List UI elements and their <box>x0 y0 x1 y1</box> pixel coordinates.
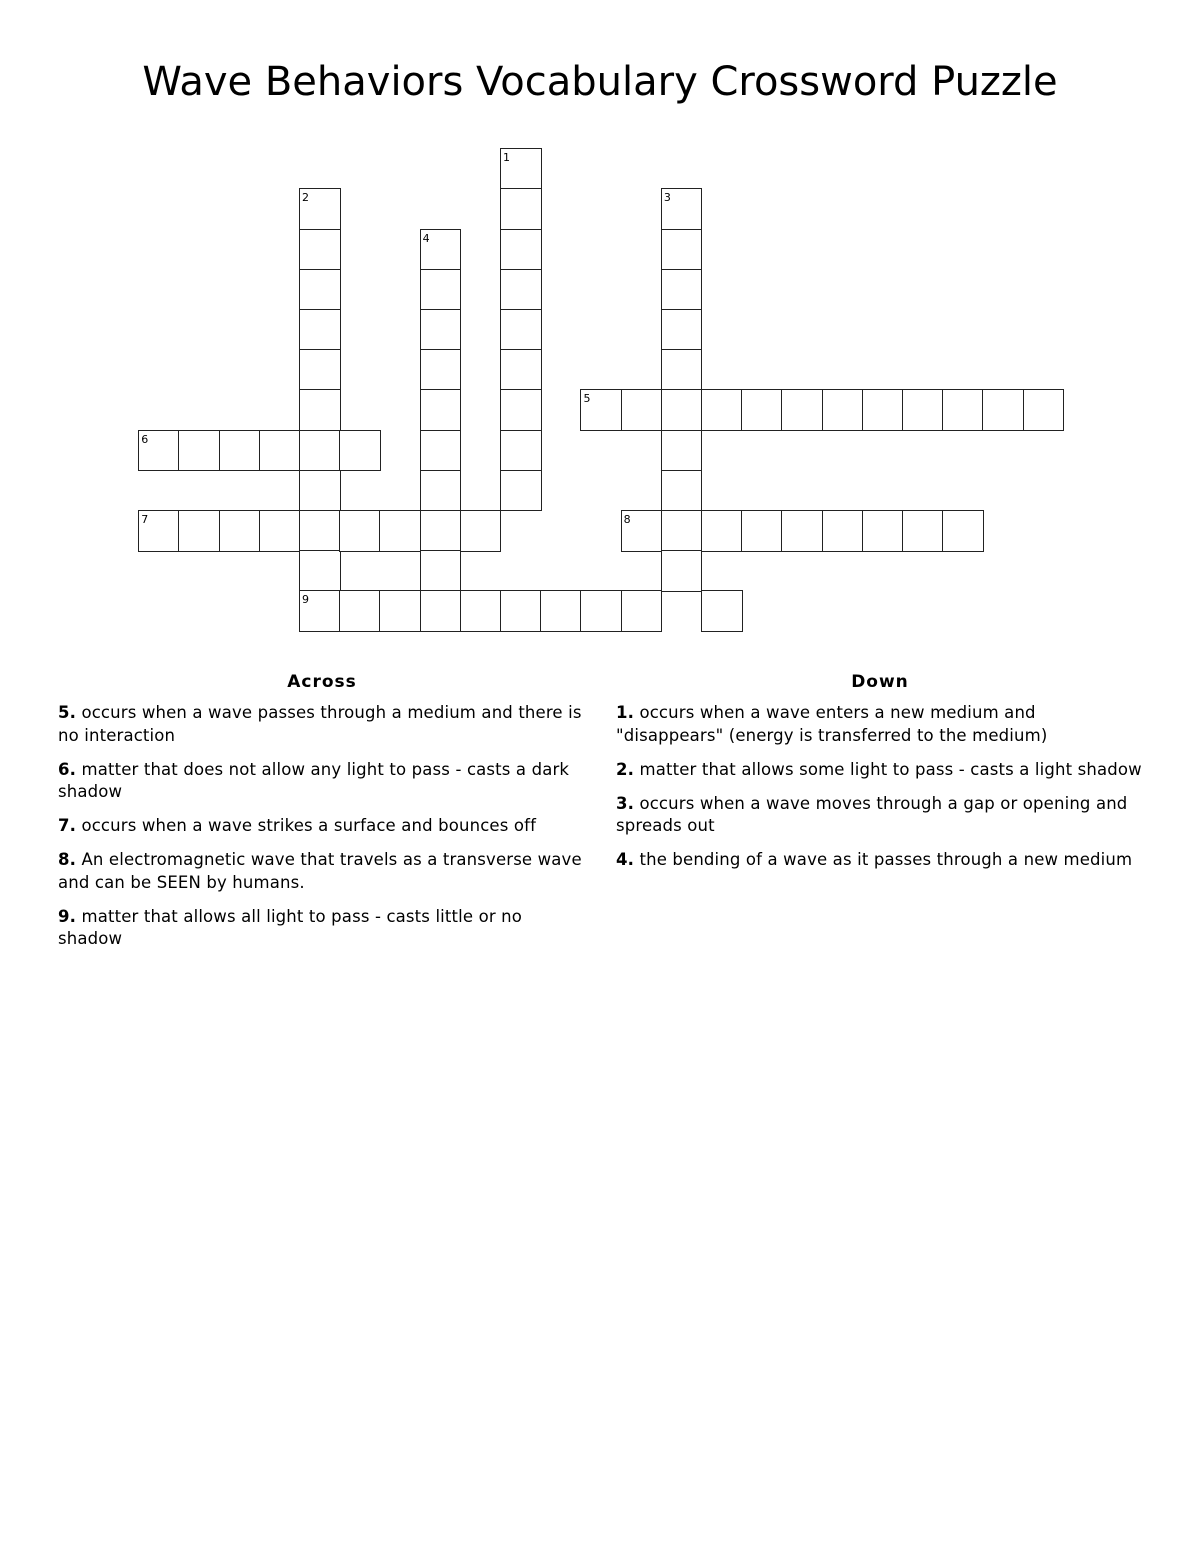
across-clue-9 <box>58 906 586 951</box>
grid-cell[interactable] <box>661 349 703 391</box>
grid-cell[interactable] <box>661 470 703 512</box>
grid-cell[interactable] <box>500 188 542 230</box>
cell-number: 6 <box>141 432 149 446</box>
grid-cell[interactable] <box>379 510 421 552</box>
grid-cell[interactable] <box>339 430 381 472</box>
grid-cell[interactable] <box>259 510 301 552</box>
across-heading: Across <box>287 672 357 692</box>
clue-text: the bending of a wave as it passes through a new medium <box>639 850 1133 869</box>
grid-cell[interactable] <box>621 389 663 431</box>
grid-cell[interactable] <box>420 269 462 311</box>
grid-cell[interactable] <box>299 389 341 431</box>
grid-cell[interactable] <box>299 269 341 311</box>
grid-cell[interactable] <box>661 309 703 351</box>
clue-number: 3. <box>616 793 635 813</box>
grid-cell[interactable] <box>781 389 823 431</box>
grid-cell[interactable] <box>942 510 984 552</box>
down-clue-3 <box>616 793 1144 838</box>
across-clue-6 <box>58 759 586 804</box>
grid-cell[interactable] <box>299 229 341 271</box>
across-clues <box>58 670 586 962</box>
clue-text: occurs when a wave strikes a surface and bounces off <box>81 816 537 835</box>
grid-cell[interactable] <box>460 590 502 632</box>
grid-cell[interactable] <box>701 510 743 552</box>
grid-cell[interactable] <box>822 389 864 431</box>
down-clues <box>616 670 1144 883</box>
grid-cell[interactable] <box>500 269 542 311</box>
grid-cell[interactable] <box>621 510 663 552</box>
clue-number: 9. <box>58 906 77 926</box>
grid-cell[interactable] <box>982 389 1024 431</box>
grid-cell[interactable] <box>661 389 703 431</box>
grid-cell[interactable] <box>500 430 542 472</box>
page-title: Wave Behaviors Vocabulary Crossword Puzzle <box>142 59 1058 105</box>
grid-cell[interactable] <box>299 349 341 391</box>
grid-cell[interactable] <box>420 229 462 271</box>
clue-number: 8. <box>58 850 77 869</box>
clue-number: 5. <box>58 703 77 722</box>
clue-number: 4. <box>616 850 635 869</box>
grid-cell[interactable] <box>339 510 381 552</box>
grid-cell[interactable] <box>339 590 381 632</box>
grid-cell[interactable] <box>138 510 180 552</box>
grid-cell[interactable] <box>822 510 864 552</box>
clue-number: 6. <box>58 759 77 779</box>
grid-cell[interactable] <box>259 430 301 472</box>
grid-cell[interactable] <box>902 389 944 431</box>
grid-cell[interactable] <box>741 510 783 552</box>
grid-cell[interactable] <box>902 510 944 552</box>
grid-cell[interactable] <box>781 510 823 552</box>
cell-number: 8 <box>623 513 631 527</box>
grid-cell[interactable] <box>701 389 743 431</box>
grid-cell[interactable] <box>420 389 462 431</box>
down-clue-4 <box>616 849 1144 872</box>
grid-cell[interactable] <box>661 229 703 271</box>
grid-cell[interactable] <box>219 430 261 472</box>
cell-number: 2 <box>302 191 310 205</box>
grid-cell[interactable] <box>299 188 341 230</box>
grid-cell[interactable] <box>500 229 542 271</box>
clue-number: 2. <box>616 759 635 779</box>
cell-number: 9 <box>302 593 310 607</box>
grid-cell[interactable] <box>1023 389 1065 431</box>
clue-text: matter that allows some light to pass - casts a light shadow <box>639 759 1142 779</box>
grid-cell[interactable] <box>299 590 341 632</box>
grid-cell[interactable] <box>379 590 421 632</box>
grid-cell[interactable] <box>178 510 220 552</box>
cell-number: 4 <box>422 231 430 245</box>
clue-text: occurs when a wave moves through a gap or opening and spreads out <box>616 793 1128 835</box>
cell-number: 5 <box>583 392 591 406</box>
grid-cell[interactable] <box>661 188 703 230</box>
clue-text: matter that allows all light to pass - casts little or no shadow <box>58 906 523 948</box>
across-clue-5 <box>58 702 586 747</box>
grid-cell[interactable] <box>299 470 341 512</box>
cell-number: 1 <box>503 151 511 165</box>
grid-cell[interactable] <box>299 430 341 472</box>
grid-cell[interactable] <box>580 389 622 431</box>
grid-cell[interactable] <box>219 510 261 552</box>
grid-cell[interactable] <box>500 590 542 632</box>
across-clue-8 <box>58 849 586 894</box>
clue-number: 7. <box>58 816 77 835</box>
grid-cell[interactable] <box>661 430 703 472</box>
clue-text: An electromagnetic wave that travels as a transverse wave and can be SEEN by humans. <box>58 850 582 892</box>
grid-cell[interactable] <box>540 590 582 632</box>
grid-cell[interactable] <box>420 550 462 592</box>
grid-cell[interactable] <box>420 510 462 552</box>
grid-cell[interactable] <box>661 550 703 592</box>
grid-cell[interactable] <box>420 309 462 351</box>
grid-cell[interactable] <box>500 148 542 190</box>
grid-cell[interactable] <box>420 430 462 472</box>
clue-number: 1. <box>616 703 635 722</box>
grid-cell[interactable] <box>621 590 663 632</box>
across-clue-7 <box>58 815 586 838</box>
grid-cell[interactable] <box>299 309 341 351</box>
grid-cell[interactable] <box>420 470 462 512</box>
down-clue-1 <box>616 702 1144 747</box>
grid-cell[interactable] <box>942 389 984 431</box>
down-heading: Down <box>851 672 909 692</box>
grid-cell[interactable] <box>500 349 542 391</box>
grid-cell[interactable] <box>862 510 904 552</box>
grid-cell[interactable] <box>420 590 462 632</box>
down-clue-2 <box>616 759 1144 782</box>
grid-cell[interactable] <box>661 510 703 552</box>
grid-cell[interactable] <box>862 389 904 431</box>
clue-text: occurs when a wave enters a new medium and "disappears" (energy is transferred to the medium) <box>616 703 1048 745</box>
grid-cell[interactable] <box>661 269 703 311</box>
grid-cell[interactable] <box>299 550 341 592</box>
grid-cell[interactable] <box>741 389 783 431</box>
cell-number: 7 <box>141 513 149 527</box>
clue-text: occurs when a wave passes through a medium and there is no interaction <box>58 703 582 745</box>
grid-cell[interactable] <box>420 349 462 391</box>
cell-number: 3 <box>663 191 671 205</box>
grid-cell[interactable] <box>500 470 542 512</box>
crossword-grid <box>0 0 1200 640</box>
grid-cell[interactable] <box>138 430 180 472</box>
grid-cell[interactable] <box>500 389 542 431</box>
grid-cell[interactable] <box>701 590 743 632</box>
grid-cell[interactable] <box>460 510 502 552</box>
grid-cell[interactable] <box>178 430 220 472</box>
grid-cell[interactable] <box>299 510 341 552</box>
clue-text: matter that does not allow any light to pass - casts a dark shadow <box>58 759 570 801</box>
grid-cell[interactable] <box>580 590 622 632</box>
grid-cell[interactable] <box>500 309 542 351</box>
